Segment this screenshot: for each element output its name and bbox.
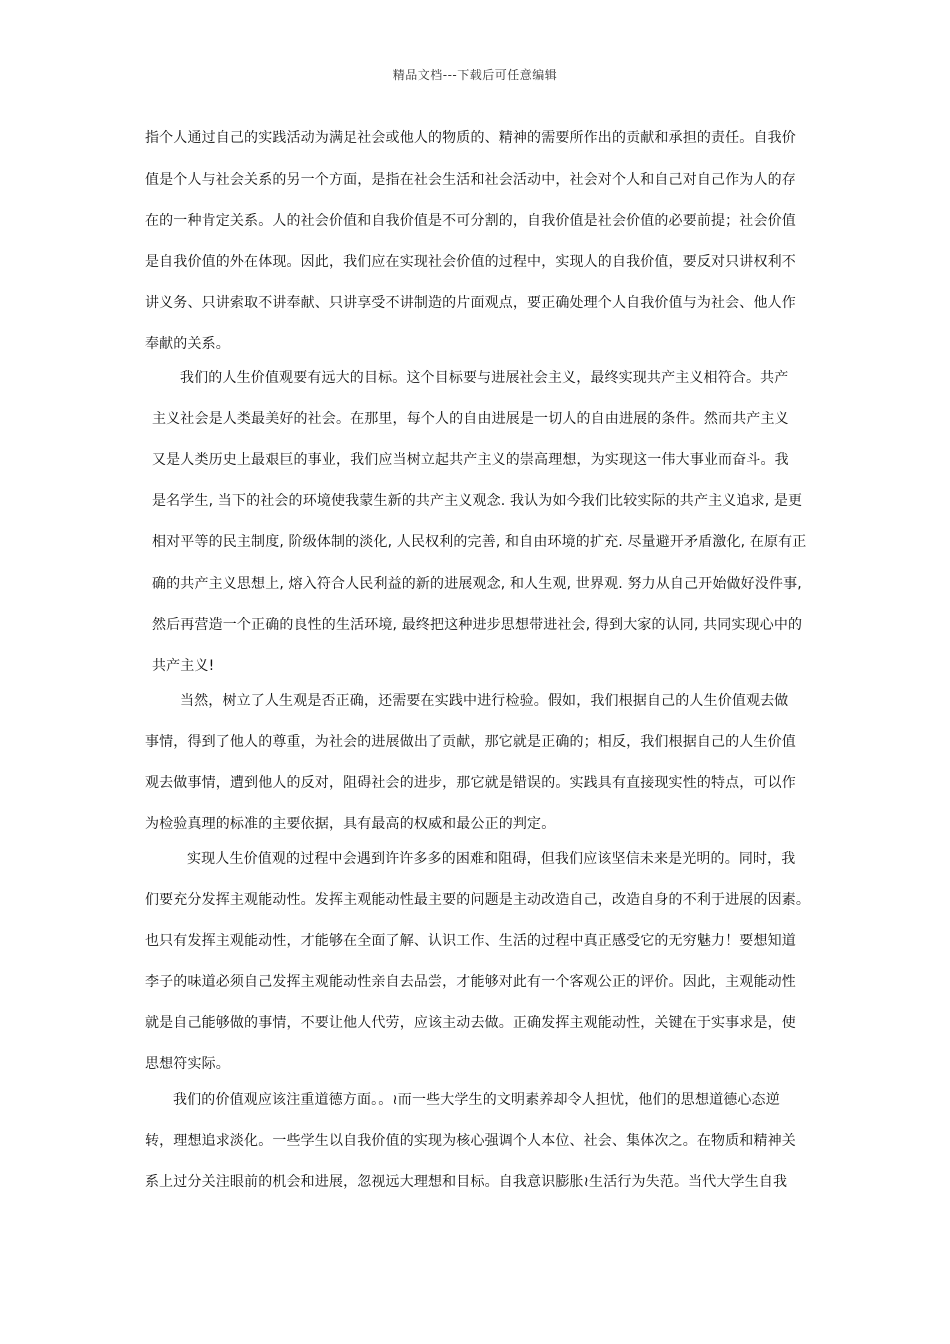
text-line: 指个人通过自己的实践活动为满足社会或他人的物质的、精神的需要所作出的贡献和承担的责任。自我价 [145,130,796,146]
text-line: 实现人生价值观的过程中会遇到许许多多的困难和阻碍，但我们应该坚信未来是光明的。同时，我 [187,851,796,867]
text-line: 又是人类历史上最艰巨的事业，我们应当树立起共产主义的崇高理想，为实现这一伟大事业而奋斗。我 [152,452,789,468]
text-line: 转，理想追求淡化。一些学生以自我价值的实现为核心强调个人本位、社会、集体次之。在物质和精神关 [145,1133,796,1149]
text-line: 共产主义! [152,658,215,674]
text-line: 系上过分关注眼前的机会和进展，忽视远大理想和目标。自我意识膨胀≀生活行为失范。当代大学生自我 [145,1174,788,1190]
text-line: 值是个人与社会关系的另一个方面，是指在社会生活和社会活动中，社会对个人和自己对自己作为人的存 [145,172,796,188]
text-line: 确的共产主义思想上, 熔入符合人民利益的新的进展观念, 和人生观, 世界观. 努力从自己开始做好没件事, [152,576,802,592]
text-line: 讲义务、只讲索取不讲奉献、只讲享受不讲制造的片面观点，要正确处理个人自我价值与为社会、他人作 [145,295,796,311]
text-line: 在的一种肯定关系。人的社会价值和自我价值是不可分割的，自我价值是社会价值的必要前提；社会价值 [145,213,796,229]
text-line: 事情，得到了他人的尊重，为社会的进展做出了贡献，那它就是正确的；相反，我们根据自己的人生价值 [145,734,796,750]
text-line: 是自我价值的外在体现。因此，我们应在实现社会价值的过程中，实现人的自我价值，要反对只讲权利不 [145,254,796,270]
text-line: 主义社会是人类最美好的社会。在那里，每个人的自由进展是一切人的自由进展的条件。然而共产主义 [152,411,789,427]
text-line: 就是自己能够做的事情，不要让他人代劳，应该主动去做。正确发挥主观能动性，关键在于实事求是，使 [145,1015,796,1031]
text-line: 们要充分发挥主观能动性。发挥主观能动性最主要的问题是主动改造自己，改造自身的不利于进展的因素。 [145,892,811,908]
text-line: 我们的价值观应该注重道德方面。。≀而一些大学生的文明素养却令人担忧，他们的思想道德心态逆 [173,1092,780,1108]
text-line: 李子的味道必须自己发挥主观能动性亲自去品尝，才能够对此有一个客观公正的评价。因此，主观能动性 [145,974,796,990]
page-header: 精品文档---下载后可任意编辑 [392,68,558,82]
text-line: 我们的人生价值观要有远大的目标。这个目标要与进展社会主义，最终实现共产主义相符合。共产 [180,370,789,386]
text-line: 奉献的关系。 [145,336,230,352]
text-line: 观去做事情，遭到他人的反对，阻碍社会的进步，那它就是错误的。实践具有直接现实性的特点，可以作 [145,775,796,791]
text-line: 是名学生, 当下的社会的环境使我蒙生新的共产主义观念. 我认为如今我们比较实际的共产主义追求, 是更 [152,493,803,509]
text-line: 当然，树立了人生观是否正确，还需要在实践中进行检验。假如，我们根据自己的人生价值观去做 [180,693,789,709]
text-line: 相对平等的民主制度, 阶级体制的淡化, 人民权利的完善, 和自由环境的扩充. 尽量避开矛盾激化, 在原有正 [152,534,807,550]
text-line: 为检验真理的标准的主要依据，具有最高的权威和最公正的判定。 [145,816,556,832]
text-line: 也只有发挥主观能动性，才能够在全面了解、认识工作、生活的过程中真正感受它的无穷魅力！要想知道 [145,933,796,949]
text-line: 思想符实际。 [145,1056,230,1072]
text-line: 然后再营造一个正确的良性的生活环境, 最终把这种进步思想带进社会, 得到大家的认同, 共同实现心中的 [152,617,803,633]
